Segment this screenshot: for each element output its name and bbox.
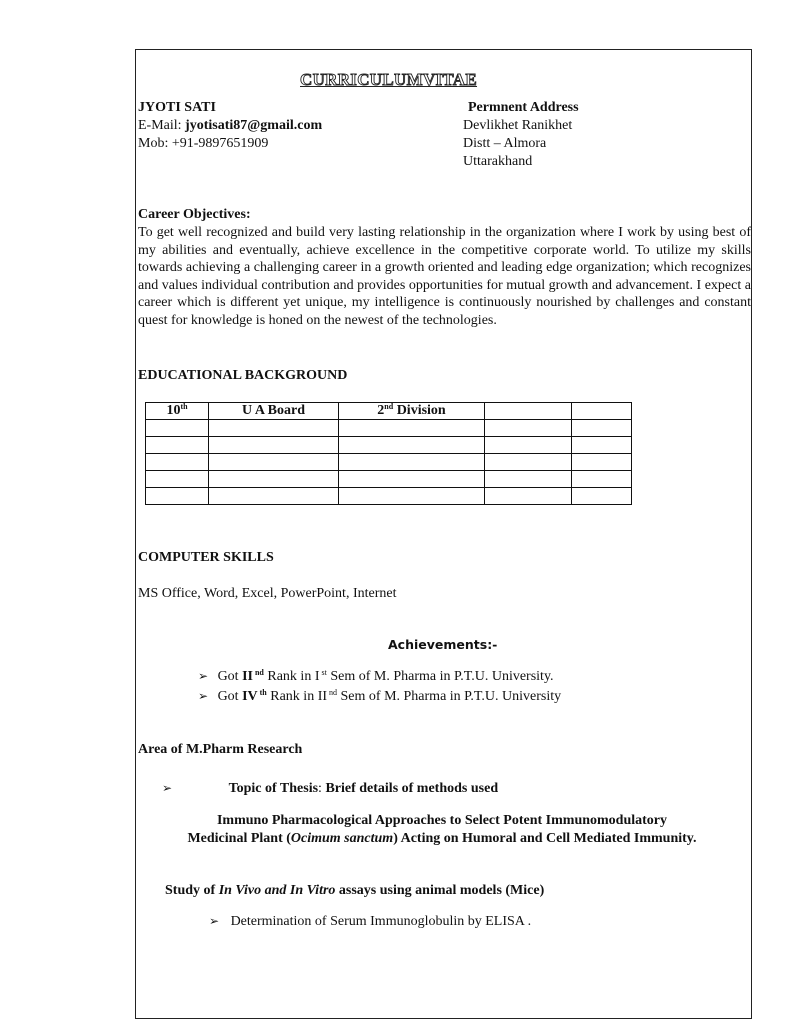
page-border [135,49,752,1019]
arrow-bullet-icon: ➢ [198,689,209,703]
list-item: ➢ Got IV $^{th}$ Rank in II $^{nd}$ Sem of M. Pharma in P.T.U. University [198,688,562,704]
arrow-bullet-icon: ➢ [162,781,173,795]
address-heading: Permnent Address [468,100,579,115]
address-line: Uttarakhand [463,154,533,169]
list-item: ➢ Got II $^{nd}$ Rank in I $^{st}$ Sem of M. Pharma in P.T.U. University. [198,668,554,684]
table-cell [485,403,572,420]
document-title: CURRICULUMVITAE [300,70,478,89]
address-line: Devlikhet Ranikhet [463,118,573,133]
arrow-bullet-icon: ➢ [198,669,209,683]
email-line: E-Mail: jyotisati87@gmail.com [138,118,323,133]
table-row [146,420,632,437]
table-cell: 10th [146,403,209,420]
education-heading: EDUCATIONAL BACKGROUND [138,368,348,383]
research-heading: Area of M.Pharm Research [138,742,303,757]
thesis-title-line1: Immuno Pharmacological Approaches to Select Potent Immunomodulatory [216,813,668,828]
career-objective-text: To get well recognized and build very lasting relationship in the organization where I work by using best of my abilities and eventually, achieve excellence in the competitive corporate world. To utilize my skills towards achieving a challenging career in a growth oriented and leading edge organization; which recognizes and values individual contribution and provides opportunities for mutual growth and advancement. I expect a career which is different yet unique, my intelligence is continuously nourished by challenges and constant quest for knowledge is honed on the newest of the technologies. [138,225,751,328]
career-heading: Career Objectives: [138,207,251,222]
computer-skills-text: MS Office, Word, Excel, PowerPoint, Internet [138,586,397,601]
table-row [146,488,632,505]
candidate-name: JYOTI SATI [138,100,216,115]
address-line: Distt – Almora [463,136,547,151]
thesis-title-line2: Medicinal Plant (Ocimum sanctum) Acting on Humoral and Cell Mediated Immunity. [187,831,697,846]
achievements-heading: Achievements:- [388,637,498,652]
study-heading: Study of In Vivo and In Vitro assays using animal models (Mice) [165,883,545,898]
email-address: jyotisati87@gmail.com [185,118,323,133]
table-cell: 2nd Division [339,403,485,420]
computer-skills-heading: COMPUTER SKILLS [138,550,274,565]
thesis-topic: ➢ Topic of Thesis: Brief details of methods used [162,781,499,796]
table-row [146,471,632,488]
table-row [146,454,632,471]
arrow-bullet-icon: ➢ [209,914,220,928]
table-cell [572,403,632,420]
table-cell: U A Board [209,403,339,420]
table-row [146,437,632,454]
table-row [146,403,632,420]
mobile-line: Mob: +91-9897651909 [138,136,269,151]
education-table [145,402,632,505]
list-item: ➢ Determination of Serum Immunoglobulin by ELISA . [209,914,532,929]
